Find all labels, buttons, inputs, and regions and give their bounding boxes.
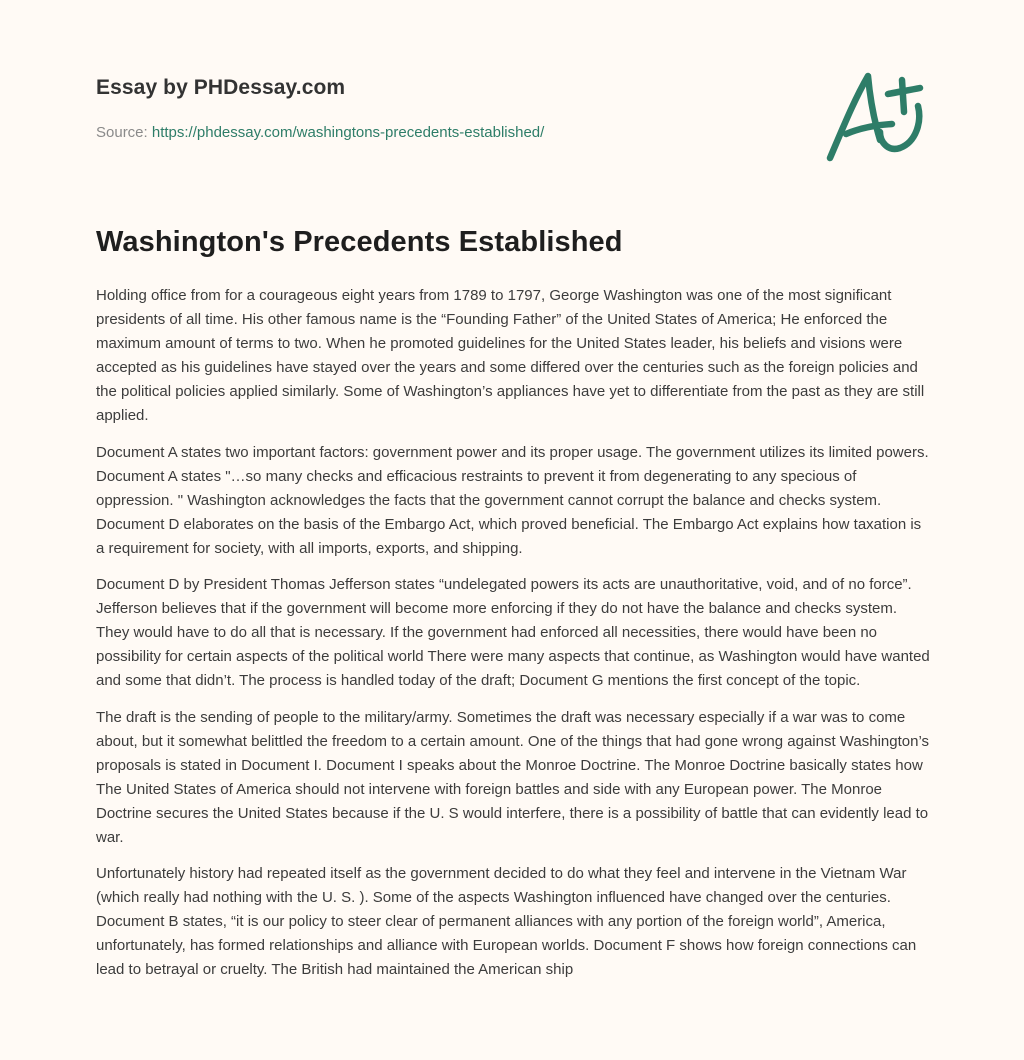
essay-paragraph: Unfortunately history had repeated itself as the government decided to do what they feel and intervene in the Vietnam War (which really had nothing with the U. S. ). Some of the aspects Washington influenced have changed over the centuries. Document B states, “it is our policy to steer clear of permanent alliances with any portion of the foreign world”, America, unfortunately, has formed relationships and alliance with European worlds. Document F shows how foreign connections can lead to betrayal or cruelty. The British had maintained the American ship [96,865,917,978]
source-label: Source: [96,124,152,141]
essay-paragraph: The draft is the sending of people to the military/army. Sometimes the draft was necessary especially if a war was to come about, but it somewhat belittled the freedom to a certain amount. One of the things that had gone wrong against Washington’s proposals is stated in Document I. Document I speaks about the Monroe Doctrine. The Monroe Doctrine basically states how The United States of America should not intervene with foreign battles and side with any European power. The Monroe Doctrine secures the United States because if the U. S would interfere, there is a possibility of battle that can evidently lead to war. [96,708,930,846]
source-line [96,124,544,141]
page-header [96,0,930,200]
essay-paragraph: Document A states two important factors: government power and its proper usage. The government utilizes its limited powers. Document A states "…so many checks and efficacious restraints to prevent it from degenerating to any specious of oppression. " Washington acknowledges the facts that the government cannot corrupt the balance and checks system. Document D elaborates on the basis of the Embargo Act, which proved beneficial. The Embargo Act explains how taxation is a requirement for society, with all imports, exports, and shipping. [96,443,929,557]
source-link[interactable]: https://phdessay.com/washingtons-precedents-established/ [151,124,545,141]
brand-title: Essay by PHDessay.com [96,76,346,99]
essay-body [96,284,930,995]
a-plus-grade-icon [824,68,928,164]
essay-paragraph: Holding office from for a courageous eight years from 1789 to 1797, George Washington was one of the most significant presidents of all time. His other famous name is the “Founding Father” of the United States of America; He enforced the maximum amount of terms to two. When he promoted guidelines for the United States leader, his beliefs and visions were accepted as his guidelines have stayed over the years and some differed over the centuries such as the foreign policies and the political policies applied similarly. Some of Washington’s appliances have yet to differentiate from the past as they are still applied. [96,287,925,424]
essay-paragraph: Document D by President Thomas Jefferson states “undelegated powers its acts are unauthoritative, void, and of no force”. Jefferson believes that if the government will become more enforcing if they do not have the balance and checks system. They would have to do all that is necessary. If the government had enforced all necessities, there would have been no possibility for certain aspects of the political world There were many aspects that continue, as Washington would have wanted and some that didn’t. The process is handled today of the draft; Document G mentions the first concept of the topic. [96,576,930,689]
essay-page [96,0,930,978]
essay-title: Washington's Precedents Established [96,226,623,258]
